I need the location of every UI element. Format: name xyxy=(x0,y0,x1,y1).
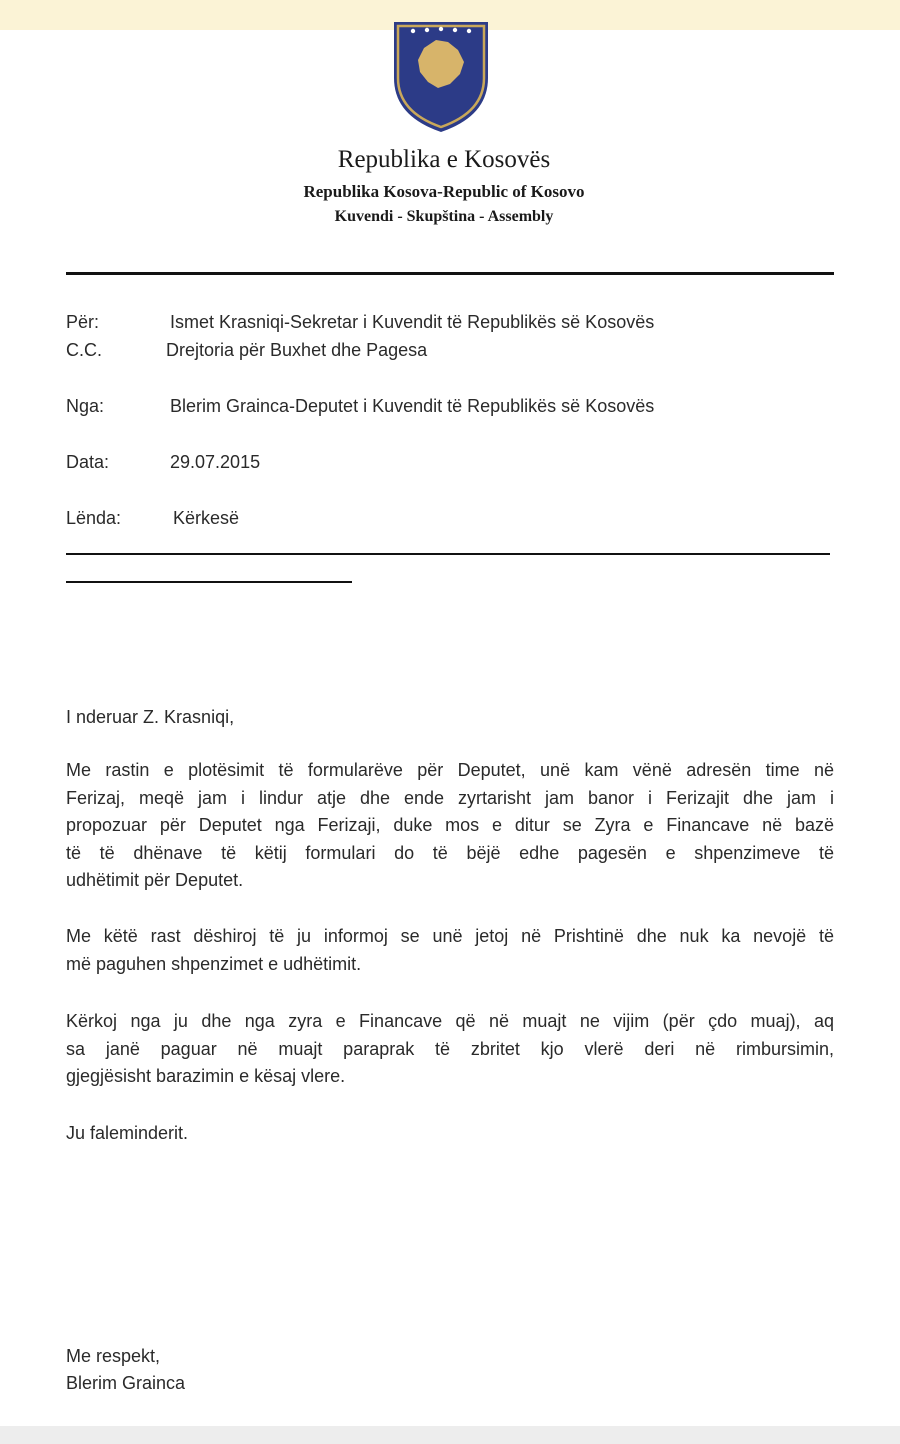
header-republic-title: Republika e Kosovës xyxy=(337,146,551,173)
closing-line: Me respekt, xyxy=(66,1346,161,1366)
paragraph-2 xyxy=(66,923,834,978)
subject-underline-short xyxy=(66,581,352,583)
header-republic-subtitle: Republika Kosova-Republic of Kosovo xyxy=(303,182,585,201)
cc-value: Drejtoria për Buxhet dhe Pagesa xyxy=(166,340,428,360)
from-label: Nga: xyxy=(66,396,105,416)
paragraph-3-line: sa janë paguar në muajt paraprak të zbritet kjo vlerë deri në rimbursimin, xyxy=(66,1038,834,1059)
to-value: Ismet Krasniqi-Sekretar i Kuvendit të Republikës së Kosovës xyxy=(170,312,655,332)
paragraph-2-line: më paguhen shpenzimet e udhëtimit. xyxy=(66,953,362,974)
paragraph-1-line: të të dhënave të këtij formulari do të bëjë edhe pagesën e shpenzimeve të xyxy=(66,842,834,863)
salutation: I nderuar Z. Krasniqi, xyxy=(66,707,235,727)
from-value: Blerim Grainca-Deputet i Kuvendit të Republikës së Kosovës xyxy=(170,396,655,416)
paragraph-3-line: gjegjësisht barazimin e kësaj vlere. xyxy=(66,1066,346,1086)
paragraph-3-line: Kërkoj nga ju dhe nga zyra e Financave që në muajt ne vijim (për çdo muaj), aq xyxy=(66,1011,834,1031)
subject-label: Lënda: xyxy=(66,508,122,528)
paragraph-1-line: propozuar për Deputet nga Ferizaji, duke mos e ditur se Zyra e Financave në bazë xyxy=(66,815,834,835)
paragraph-1-line: Me rastin e plotësimit të formularëve për Deputet, unë kam vënë adresën time në xyxy=(66,760,834,780)
header-divider xyxy=(66,272,834,275)
subject-underline-long xyxy=(66,553,830,555)
date-label: Data: xyxy=(66,452,110,472)
coat-of-arms-emblem xyxy=(388,18,494,134)
signature-name: Blerim Grainca xyxy=(66,1373,186,1393)
subject-value: Kërkesë xyxy=(173,508,240,528)
paragraph-3 xyxy=(66,1008,834,1091)
cc-label: C.C. xyxy=(66,340,102,360)
header-assembly-title: Kuvendi - Skupština - Assembly xyxy=(334,208,554,225)
to-label: Për: xyxy=(66,312,100,332)
bottom-strip xyxy=(0,1426,900,1444)
paragraph-1-line: udhëtimit për Deputet. xyxy=(66,870,244,890)
thanks-line: Ju faleminderit. xyxy=(66,1123,189,1143)
paragraph-1 xyxy=(66,757,834,895)
paragraph-2-line: Me këtë rast dëshiroj të ju informoj se unë jetoj në Prishtinë dhe nuk ka nevojë të xyxy=(66,926,834,946)
paragraph-1-line: Ferizaj, meqë jam i lindur atje dhe ende zyrtarisht jam banor i Ferizajit dhe jam i xyxy=(66,787,834,808)
date-value: 29.07.2015 xyxy=(170,452,261,472)
